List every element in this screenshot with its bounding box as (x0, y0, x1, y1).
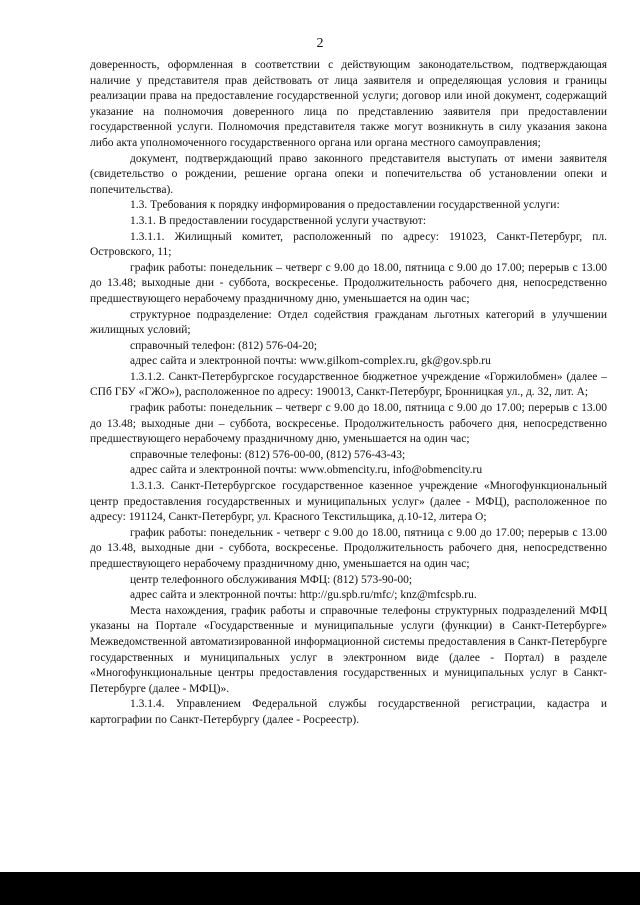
paragraph-gorzhilobmen: 1.3.1.2. Санкт-Петербургское государственное бюджетное учреждение «Горжилобмен» (далее – СПб ГБУ «ГЖО»), расположенное по адресу: 190013, Санкт-Петербург, Бронницкая ул., д. 32, лит. А; (90, 370, 607, 399)
paragraph-mfc-schedule: график работы: понедельник - четверг с 9.00 до 18.00, пятница с 9.00 до 17.00; перерыв с 13.00 до 13.48, выходные дни - суббота, воскресенье. Продолжительность рабочего дня, непосредственно предшествующего нерабочему праздничному дню, уменьшается на один час; (90, 526, 607, 570)
paragraph-structural-unit: структурное подразделение: Отдел содействия гражданам льготных категорий в улучшении жилищных условий; (90, 308, 607, 337)
paragraph-housing-committee-schedule: график работы: понедельник – четверг с 9.00 до 18.00, пятница с 9.00 до 17.00; перерыв с 13.00 до 13.48; выходные дни - суббота, воскресенье. Продолжительность рабочего дня, непосредственно предшествующего нерабочему праздничному дню, уменьшается на один час; (90, 261, 607, 305)
paragraph-housing-committee-web: адрес сайта и электронной почты: www.gilkom-complex.ru, gk@gov.spb.ru (130, 355, 491, 368)
document-body (90, 58, 607, 729)
paragraph-rosreestr: 1.3.1.4. Управлением Федеральной службы государственной регистрации, кадастра и картографии по Санкт-Петербургу (далее - Росреестр). (90, 698, 607, 726)
paragraph-section-1-3-1: 1.3.1. В предоставлении государственной услуги участвуют: (130, 214, 427, 227)
paragraph-gorzhilobmen-web: адрес сайта и электронной почты: www.obmencity.ru, info@obmencity.ru (130, 464, 483, 477)
paragraph-gorzhilobmen-schedule: график работы: понедельник – четверг с 9.00 до 18.00, пятница с 9.00 до 17.00; перерыв с 13.00 до 13.48; выходные дни – суббота, воскресенье. Продолжительность рабочего дня, непосредственно предшествующего нерабочему праздничному дню, уменьшается на один час; (90, 402, 607, 446)
page-number: 2 (316, 36, 324, 51)
paragraph-mfc-web: адрес сайта и электронной почты: http://gu.spb.ru/mfc/; knz@mfcspb.ru. (130, 589, 477, 602)
paragraph-gorzhilobmen-phones: справочные телефоны: (812) 576-00-00, (812) 576-43-43; (130, 448, 406, 461)
scan-bottom-border (0, 872, 640, 905)
paragraph-mfc-phone-center: центр телефонного обслуживания МФЦ: (812) 573-90-00; (130, 573, 413, 586)
paragraph-housing-committee: 1.3.1.1. Жилищный комитет, расположенный по адресу: 191023, Санкт-Петербург, пл. Островского, 11; (90, 230, 607, 259)
paragraph-legal-representative: документ, подтверждающий право законного представителя выступать от имени заявителя (свидетельство о рождении, решение органа опеки и попечительства об установлении опеки и попечительства). (90, 152, 607, 196)
paragraph-mfc: 1.3.1.3. Санкт-Петербургское государственное казенное учреждение «Многофункциональный центр предоставления государственных и муниципальных услуг» (далее - МФЦ), расположенное по адресу: 191124, Санкт-Петербург, ул. Красного Текстильщика, д.10-12, литера О; (90, 480, 607, 524)
paragraph-housing-committee-phone: справочный телефон: (812) 576-04-20; (130, 339, 318, 352)
paragraph-mfc-locations: Места нахождения, график работы и справочные телефоны структурных подразделений МФЦ указаны на Портале «Государственные и муниципальные услуги (функции) в Санкт-Петербурге» Межведомственной автоматизированной информационной системы предоставления в Санкт-Петербурге государственных и муниципальных услуг в электронном виде (далее - Портал) в разделе «Многофункциональные центры предоставления государственных и муниципальных услуг в Санкт-Петербурге (далее - МФЦ)». (90, 604, 607, 695)
paragraph-power-of-attorney: доверенность, оформленная в соответствии с действующим законодательством, подтверждающая наличие у представителя прав действовать от лица заявителя и определяющая условия и границы реализации права на предоставление государственной услуги; договор или иной документ, содержащий указание на полномочия доверенного лица по представлению заявителя при предоставлении государственной услуги. Полномочия представителя также могут возникнуть в силу указания закона либо акта уполномоченного государственного органа или органа местного самоуправления; (90, 59, 607, 149)
paragraph-section-1-3: 1.3. Требования к порядку информирования о предоставлении государственной услуги: (130, 199, 560, 212)
